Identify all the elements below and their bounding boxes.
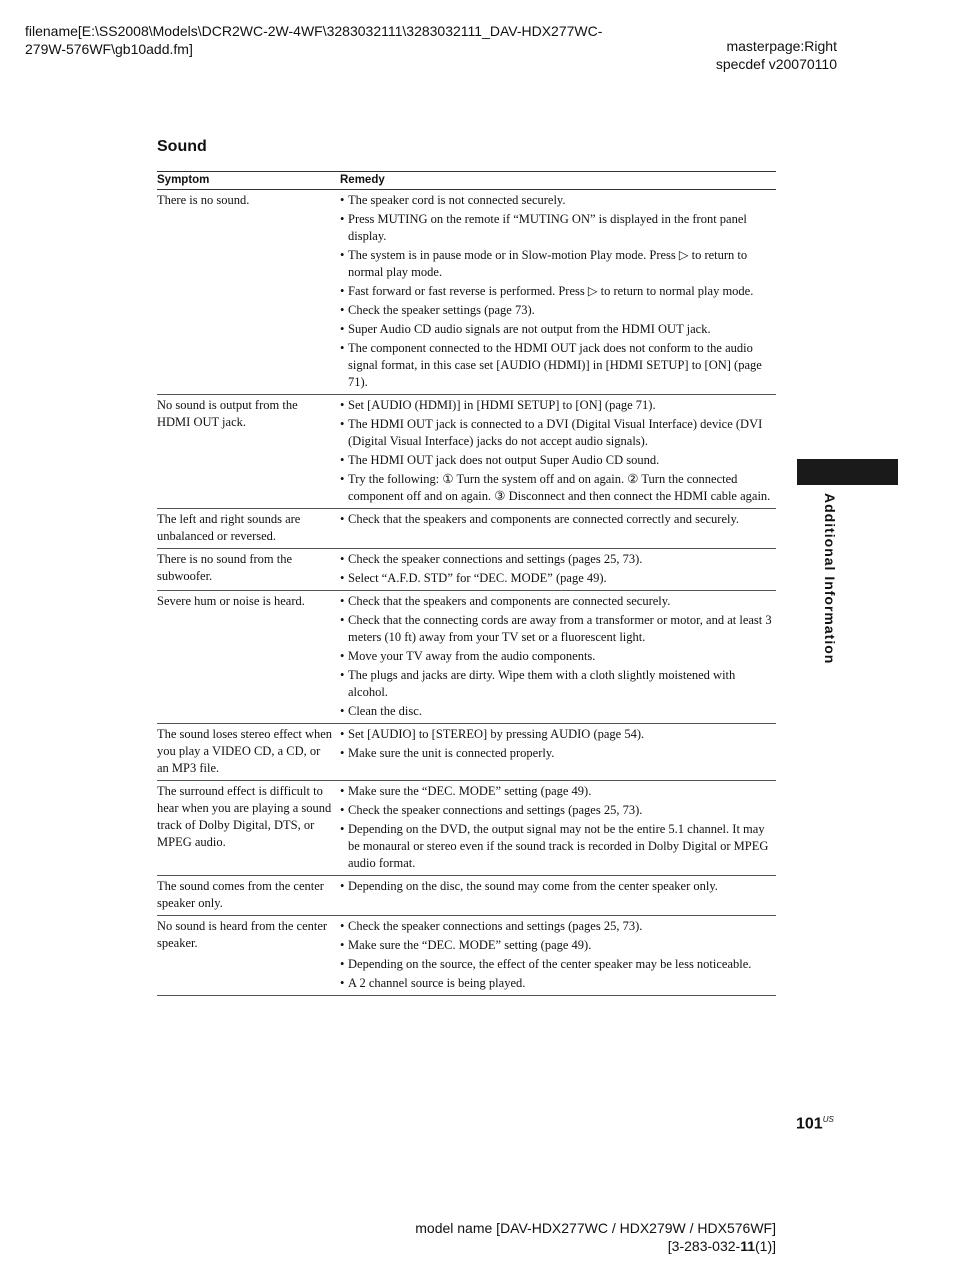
symptom-cell: No sound is output from the HDMI OUT jack. <box>157 395 340 509</box>
remedy-list <box>340 192 776 391</box>
masterpage-header <box>716 37 837 73</box>
symptom-column-header: Symptom <box>157 172 340 190</box>
remedy-item: • The HDMI OUT jack is connected to a DVI (Digital Visual Interface) device (DVI (Digital Visual Interface) jacks do not accept audio signals). <box>340 416 776 450</box>
table-row <box>157 395 776 509</box>
document-code <box>415 1237 776 1255</box>
remedy-cell <box>340 549 776 591</box>
file-path-line-1: filename[E:\SS2008\Models\DCR2WC-2W-4WF\3283032111\3283032111_DAV-HDX277WC- <box>25 23 603 39</box>
remedy-item: • Depending on the DVD, the output signal may not be the entire 5.1 channel. It may be monaural or stereo even if the sound track is recorded in Dolby Digital or MPEG audio format. <box>340 821 776 872</box>
remedy-item: • Check the speaker settings (page 73). <box>340 302 776 319</box>
specdef-label: specdef v20070110 <box>715 56 837 72</box>
remedy-list <box>340 878 776 895</box>
page-number <box>796 1115 834 1133</box>
remedy-list <box>340 726 776 762</box>
remedy-item: • Super Audio CD audio signals are not output from the HDMI OUT jack. <box>340 321 776 338</box>
remedy-item: • Check the speaker connections and settings (pages 25, 73). <box>340 551 776 568</box>
table-row <box>157 549 776 591</box>
symptom-cell: No sound is heard from the center speaker. <box>157 916 340 996</box>
remedy-cell <box>340 724 776 781</box>
remedy-column-header: Remedy <box>340 172 776 190</box>
symptom-cell: There is no sound from the subwoofer. <box>157 549 340 591</box>
page-number-value: 101 <box>796 1115 823 1133</box>
remedy-item: • Set [AUDIO] to [STEREO] by pressing AUDIO (page 54). <box>340 726 776 743</box>
troubleshooting-table <box>157 171 776 996</box>
symptom-cell: The sound loses stereo effect when you play a VIDEO CD, a CD, or an MP3 file. <box>157 724 340 781</box>
remedy-item: • The speaker cord is not connected securely. <box>340 192 776 209</box>
file-path-line-2: 279W-576WF\gb10add.fm] <box>25 41 193 57</box>
remedy-item: • Try the following: ① Turn the system off and on again. ② Turn the connected component off and on again. ③ Disconnect and then connect the HDMI cable again. <box>340 471 776 505</box>
table-row <box>157 916 776 996</box>
masterpage-label: masterpage:Right <box>726 38 837 54</box>
document-code-suffix: (1)] <box>755 1238 776 1254</box>
side-section-label: Additional Information <box>822 493 838 665</box>
page-region-suffix: US <box>822 1115 834 1124</box>
remedy-list <box>340 783 776 872</box>
remedy-item: • Depending on the source, the effect of the center speaker may be less noticeable. <box>340 956 776 973</box>
remedy-item: • Press MUTING on the remote if “MUTING ON” is displayed in the front panel display. <box>340 211 776 245</box>
table-body <box>157 190 776 996</box>
symptom-cell: The surround effect is difficult to hear when you are playing a sound track of Dolby Digital, DTS, or MPEG audio. <box>157 781 340 876</box>
symptom-cell: The sound comes from the center speaker only. <box>157 876 340 916</box>
remedy-item: • The plugs and jacks are dirty. Wipe them with a cloth slightly moistened with alcohol. <box>340 667 776 701</box>
table-header-row <box>157 172 776 190</box>
table-row <box>157 724 776 781</box>
remedy-item: • Make sure the “DEC. MODE” setting (page 49). <box>340 783 776 800</box>
symptom-cell: The left and right sounds are unbalanced or reversed. <box>157 509 340 549</box>
file-path-header <box>25 22 665 58</box>
section-title: Sound <box>157 138 207 155</box>
remedy-item: • Depending on the disc, the sound may come from the center speaker only. <box>340 878 776 895</box>
remedy-cell <box>340 876 776 916</box>
symptom-cell: There is no sound. <box>157 190 340 395</box>
footer <box>415 1219 776 1255</box>
remedy-cell <box>340 395 776 509</box>
remedy-list <box>340 511 776 528</box>
remedy-item: • Check the speaker connections and settings (pages 25, 73). <box>340 918 776 935</box>
model-name: model name [DAV-HDX277WC / HDX279W / HDX576WF] <box>415 1220 776 1236</box>
remedy-item: • The component connected to the HDMI OUT jack does not conform to the audio signal format, in this case set [AUDIO (HDMI)] in [HDMI SETUP] to [ON] (page 71). <box>340 340 776 391</box>
remedy-item: • Move your TV away from the audio components. <box>340 648 776 665</box>
remedy-cell <box>340 591 776 724</box>
table-row <box>157 876 776 916</box>
document-code-prefix: [3-283-032- <box>667 1238 741 1254</box>
symptom-cell: Severe hum or noise is heard. <box>157 591 340 724</box>
remedy-cell <box>340 509 776 549</box>
remedy-list <box>340 918 776 992</box>
remedy-item: • Make sure the unit is connected properly. <box>340 745 776 762</box>
remedy-item: • The HDMI OUT jack does not output Super Audio CD sound. <box>340 452 776 469</box>
remedy-item: • Check that the connecting cords are away from a transformer or motor, and at least 3 meters (10 ft) away from your TV set or a fluorescent light. <box>340 612 776 646</box>
section-tab-marker <box>797 459 898 485</box>
table-row <box>157 509 776 549</box>
remedy-list <box>340 397 776 505</box>
remedy-cell <box>340 190 776 395</box>
remedy-item: • Fast forward or fast reverse is performed. Press ▷ to return to normal play mode. <box>340 283 776 300</box>
table-row <box>157 591 776 724</box>
remedy-item: • Check that the speakers and components are connected correctly and securely. <box>340 511 776 528</box>
remedy-cell <box>340 916 776 996</box>
remedy-item: • Check that the speakers and components are connected securely. <box>340 593 776 610</box>
remedy-item: • Select “A.F.D. STD” for “DEC. MODE” (page 49). <box>340 570 776 587</box>
table-row <box>157 190 776 395</box>
remedy-item: • Make sure the “DEC. MODE” setting (page 49). <box>340 937 776 954</box>
remedy-item: • A 2 channel source is being played. <box>340 975 776 992</box>
remedy-cell <box>340 781 776 876</box>
remedy-list <box>340 551 776 587</box>
document-code-bold: 11 <box>740 1238 755 1254</box>
remedy-item: • Check the speaker connections and settings (pages 25, 73). <box>340 802 776 819</box>
table-row <box>157 781 776 876</box>
remedy-item: • Clean the disc. <box>340 703 776 720</box>
remedy-list <box>340 593 776 720</box>
remedy-item: • The system is in pause mode or in Slow-motion Play mode. Press ▷ to return to normal play mode. <box>340 247 776 281</box>
remedy-item: • Set [AUDIO (HDMI)] in [HDMI SETUP] to [ON] (page 71). <box>340 397 776 414</box>
